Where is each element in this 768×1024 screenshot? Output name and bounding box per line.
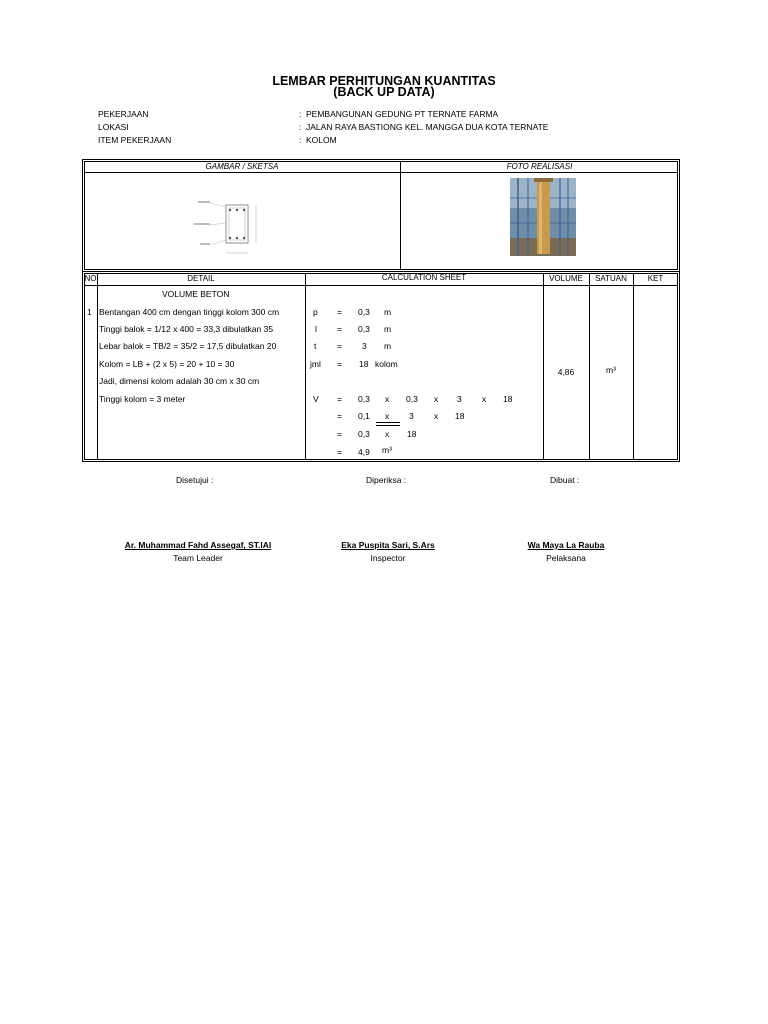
document-subtitle: (BACK UP DATA) [333, 85, 435, 99]
calc-term: 18 [503, 394, 513, 404]
header-detail: DETAIL [187, 274, 215, 283]
calc-eq: = [337, 411, 342, 421]
calc-eq: = [337, 394, 342, 404]
calc-times: x [434, 394, 439, 404]
detail-line: Jadi, dimensi kolom adalah 30 cm x 30 cm [99, 376, 260, 386]
made-label: Dibuat : [550, 475, 580, 485]
detail-line: Bentangan 400 cm dengan tinggi kolom 300 cm [99, 307, 280, 317]
signer-role-inspector: Inspector [370, 553, 406, 563]
calc-unit: m [384, 324, 392, 334]
signer-name-pelaksana: Wa Maya La Rauba [527, 540, 605, 550]
calc-unit: m³ [382, 445, 392, 455]
calc-sym-v: V [313, 394, 319, 404]
calc-eq: = [337, 447, 342, 457]
detail-line: Lebar balok = TB/2 = 35/2 = 17,5 dibulatkan 20 [99, 341, 277, 351]
calc-sym-p: p [313, 307, 318, 317]
header-satuan: SATUAN [595, 274, 627, 283]
calc-eq: = [337, 341, 342, 351]
detail-line: Tinggi kolom = 3 meter [99, 394, 186, 404]
calc-eq: = [337, 324, 342, 334]
row-number: 1 [87, 307, 92, 317]
sketch-header: GAMBAR / SKETSA [205, 162, 279, 171]
calc-sym-t: t [314, 341, 317, 351]
calc-sym-l: l [315, 324, 317, 334]
calc-result: 4,9 [358, 447, 370, 457]
calc-unit: m [384, 341, 392, 351]
info-label-lokasi: LOKASI [98, 122, 129, 132]
header-calc: CALCULATION SHEET [381, 273, 467, 282]
calc-eq: = [337, 359, 342, 369]
col-divider-satuan [633, 273, 634, 460]
signer-name-inspector: Eka Puspita Sari, S.Ars [341, 540, 435, 550]
calc-sym-jml: jml [310, 359, 321, 369]
info-colon: : [299, 135, 302, 145]
header-no: NO [84, 274, 97, 283]
figure-column-divider [400, 161, 401, 270]
header-volume: VOLUME [549, 274, 583, 283]
col-divider-no [97, 273, 98, 460]
calc-times: x [385, 429, 390, 439]
section-title: VOLUME BETON [162, 289, 230, 299]
double-underline-top [376, 422, 400, 423]
calc-times: x [385, 411, 390, 421]
calc-eq: = [337, 307, 342, 317]
col-divider-detail [305, 273, 306, 460]
info-value-pekerjaan: PEMBANGUNAN GEDUNG PT TERNATE FARMA [306, 109, 499, 119]
site-photo [510, 178, 576, 260]
calc-term: 3 [409, 411, 414, 421]
figure-inner-frame [84, 161, 678, 270]
document-title: LEMBAR PERHITUNGAN KUANTITAS [272, 74, 496, 88]
figure-header-divider [84, 172, 678, 173]
calc-term: 0,3 [358, 429, 370, 439]
calc-times: x [385, 394, 390, 404]
calc-unit: m [384, 307, 392, 317]
calc-unit: kolom [375, 359, 398, 369]
calc-eq: = [337, 429, 342, 439]
calc-term: 18 [455, 411, 465, 421]
calc-val-t: 3 [362, 341, 367, 351]
calc-times: x [482, 394, 487, 404]
calc-term: 0,3 [406, 394, 418, 404]
calc-term: 18 [407, 429, 417, 439]
signer-role-pelaksana: Pelaksana [546, 553, 586, 563]
photo-header: FOTO REALISASI [506, 162, 573, 171]
info-colon: : [299, 109, 302, 119]
satuan-value: m³ [606, 365, 616, 375]
info-label-item: ITEM PEKERJAAN [98, 135, 172, 145]
signer-name-team-leader: Ar. Muhammad Fahd Assegaf, ST.IAI [124, 540, 272, 550]
calc-val-jml: 18 [359, 359, 369, 369]
info-colon: : [299, 122, 302, 132]
calc-term: 0,1 [358, 411, 370, 421]
approved-label: Disetujui : [176, 475, 214, 485]
info-value-lokasi: JALAN RAYA BASTIONG KEL. MANGGA DUA KOTA TERNATE [306, 122, 549, 132]
calc-val-p: 0,3 [358, 307, 370, 317]
calc-term: 3 [457, 394, 462, 404]
column-section-sketch [190, 195, 280, 260]
calc-val-l: 0,3 [358, 324, 370, 334]
calc-times: x [434, 411, 439, 421]
detail-line: Kolom = LB + (2 x 5) = 20 + 10 = 30 [99, 359, 235, 369]
calc-term: 0,3 [358, 394, 370, 404]
info-value-item: KOLOM [306, 135, 337, 145]
double-underline-bottom [376, 425, 400, 426]
checked-label: Diperiksa : [366, 475, 407, 485]
detail-line: Tinggi balok = 1/12 x 400 = 33,3 dibulatkan 35 [99, 324, 274, 334]
header-ket: KET [647, 274, 664, 283]
info-label-pekerjaan: PEKERJAAN [98, 109, 149, 119]
signer-role-team-leader: Team Leader [173, 553, 223, 563]
volume-value: 4,86 [557, 367, 575, 377]
